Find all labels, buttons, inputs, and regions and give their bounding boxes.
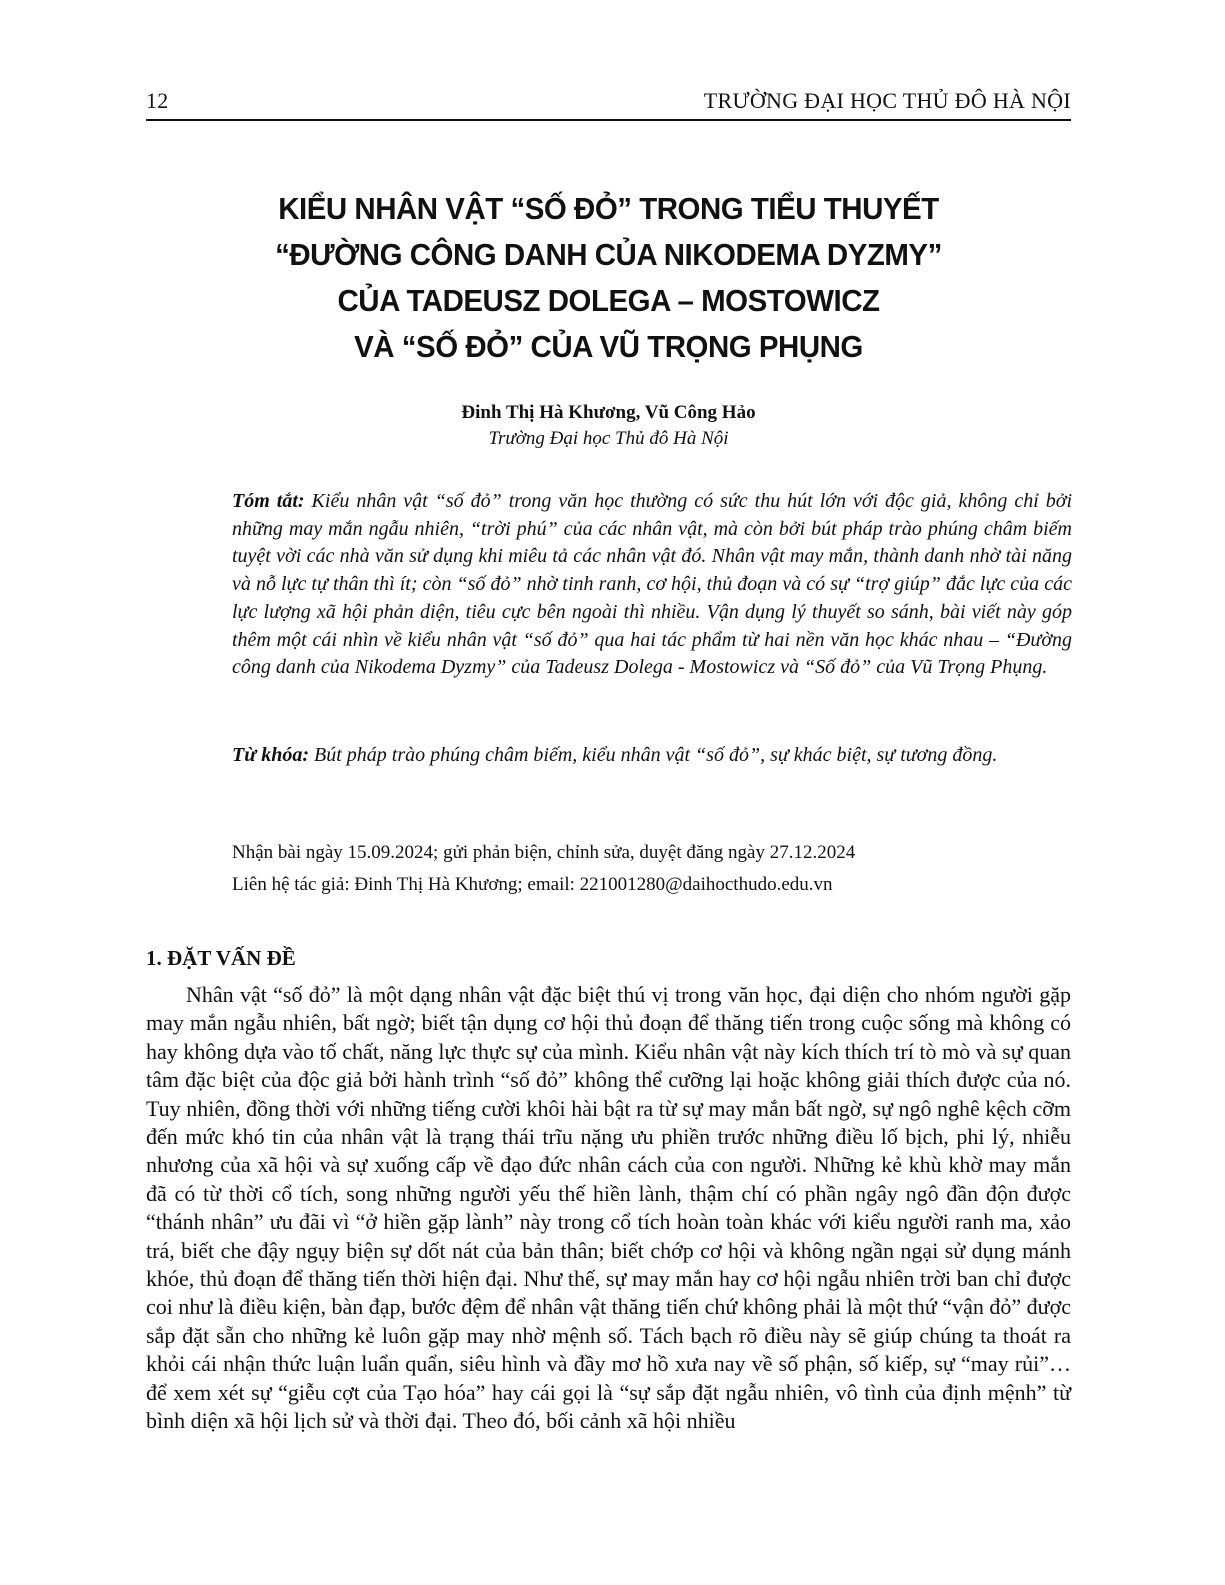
section-heading: 1. ĐẶT VẤN ĐỀ bbox=[146, 946, 296, 970]
title-line-1: KIỂU NHÂN VẬT “SỐ ĐỎ” TRONG TIỂU THUYẾT bbox=[278, 191, 939, 226]
journal-name: TRƯỜNG ĐẠI HỌC THỦ ĐÔ HÀ NỘI bbox=[703, 88, 1071, 113]
keywords-text: Bút pháp trào phúng châm biếm, kiểu nhân vật “số đỏ”, sự khác biệt, sự tương đồng. bbox=[313, 744, 998, 766]
affiliation: Trường Đại học Thủ đô Hà Nội bbox=[488, 428, 729, 449]
abstract-text: Kiểu nhân vật “số đỏ” trong văn học thường có sức thu hút lớn với độc giả, không chỉ bởi những may mắn ngẫu nhiên, “trời phú” của các nhân vật, mà còn bởi bút pháp trào phúng châm biếm tuyệt vời các nhà văn sử dụng khi miêu tả các nhân vật đó. Nhân vật may mắn, thành danh nhờ tài năng và nỗ lực tự thân thì ít; còn “số đỏ” nhờ tinh ranh, cơ hội, thủ đoạn và có sự “trợ giúp” đắc lực của các lực lượng xã hội phản diện, tiêu cực bên ngoài thì nhiều. Vận dụng lý thuyết so sánh, bài viết này góp thêm một cái nhìn về kiểu nhân vật “số đỏ” qua hai tác phẩm từ hai nền văn học khác nhau – “Đường công danh của Nikodema Dyzmy” của Tadeusz Dolega - Mostowicz và “Số đỏ” của Vũ Trọng Phụng. bbox=[232, 490, 1073, 679]
authors: Đinh Thị Hà Khương, Vũ Công Hảo bbox=[461, 402, 756, 423]
article-title bbox=[169, 186, 1048, 370]
received-dates: Nhận bài ngày 15.09.2024; gửi phản biện, chỉnh sửa, duyệt đăng ngày 27.12.2024 bbox=[232, 842, 856, 863]
title-line-2: “ĐƯỜNG CÔNG DANH CỦA NIKODEMA DYZMY” bbox=[275, 237, 942, 272]
author-contact: Liên hệ tác giả: Đinh Thị Hà Khương; email: 221001280@daihocthudo.edu.vn bbox=[232, 874, 833, 895]
keywords bbox=[232, 742, 1072, 770]
header-rule bbox=[146, 119, 1071, 121]
keywords-label: Từ khóa: bbox=[232, 744, 314, 766]
title-line-3: CỦA TADEUSZ DOLEGA – MOSTOWICZ bbox=[337, 283, 880, 318]
journal-page bbox=[146, 0, 1071, 1585]
title-line-4: VÀ “SỐ ĐỎ” CỦA VŨ TRỌNG PHỤNG bbox=[354, 329, 863, 364]
running-header bbox=[146, 86, 1071, 116]
body-paragraph: Nhân vật “số đỏ” là một dạng nhân vật đặc biệt thú vị trong văn học, đại diện cho nhóm người gặp may mắn ngẫu nhiên, bất ngờ; biết tận dụng cơ hội thủ đoạn để thăng tiến trong cuộc sống mà không có hay không dựa vào tố chất, năng lực thực sự của mình. Kiểu nhân vật này kích thích trí tò mò và sự quan tâm đặc biệt của độc giả bởi hành trình “số đỏ” không thể cưỡng lại hoặc không giải thích được của nó. Tuy nhiên, đồng thời với những tiếng cười khôi hài bật ra từ sự may mắn bất ngờ, sự ngô nghê kệch cỡm đến mức khó tin của nhân vật là trạng thái trĩu nặng ưu phiền trước những điều lố bịch, phi lý, nhiễu nhương của xã hội và sự xuống cấp về đạo đức nhân cách của con người. Những kẻ khù khờ may mắn đã có từ thời cổ tích, song những người yếu thế hiền lành, thậm chí có phần ngây ngô đần độn được “thánh nhân” ưu đãi vì “ở hiền gặp lành” này trong cổ tích hoàn toàn khác với kiểu người ranh ma, xảo trá, biết che đậy ngụy biện sự dốt nát của bản thân; biết chớp cơ hội và không ngần ngại sử dụng mánh khóe, thủ đoạn để thăng tiến thời hiện đại. Như thế, sự may mắn hay cơ hội ngẫu nhiên trời ban chỉ được coi như là điều kiện, bàn đạp, bước đệm để nhân vật thăng tiến chứ không phải là một thứ “vận đỏ” được sắp đặt sẵn cho những kẻ luôn gặp may nhờ mệnh số. Tách bạch rõ điều này sẽ giúp chúng ta thoát ra khỏi cái nhận thức luận luẩn quẩn, siêu hình và đầy mơ hồ xưa nay về số phận, số kiếp, sự “may rủi”… để xem xét sự “giễu cợt của Tạo hóa” hay cái gọi là “sự sắp đặt ngẫu nhiên, vô tình của định mệnh” từ bình diện xã hội lịch sử và thời đại. Theo đó, bối cảnh xã hội nhiều bbox=[146, 982, 1071, 1434]
page-number: 12 bbox=[146, 88, 169, 113]
abstract bbox=[232, 488, 1072, 682]
abstract-label: Tóm tắt: bbox=[232, 490, 312, 512]
